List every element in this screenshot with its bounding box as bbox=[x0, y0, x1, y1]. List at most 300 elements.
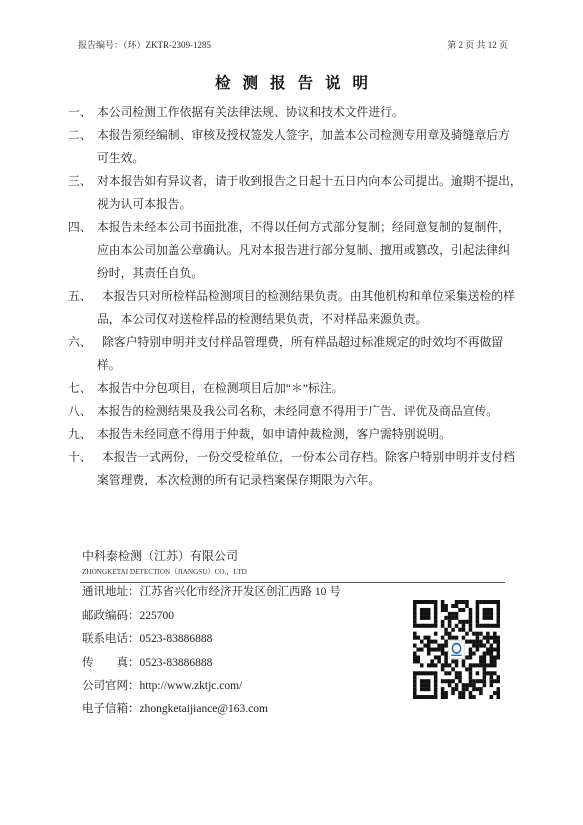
contact-label: 电子信箱： bbox=[82, 703, 140, 716]
qr-module bbox=[434, 687, 438, 691]
qr-module bbox=[469, 695, 473, 699]
qr-module bbox=[427, 679, 431, 683]
qr-module bbox=[413, 691, 417, 695]
qr-module bbox=[472, 695, 476, 699]
note-text-line: 应由本公司加盖公章确认。凡对本报告进行部分复制、擅用或篡改，引起法律纠 bbox=[97, 242, 510, 257]
note-number: 十、 bbox=[68, 449, 92, 464]
qr-module bbox=[434, 675, 438, 679]
qr-module bbox=[455, 687, 459, 691]
qr-module bbox=[497, 624, 500, 628]
report-number-label: 报告编号： bbox=[78, 40, 124, 50]
qr-module bbox=[427, 644, 431, 648]
qr-module bbox=[462, 624, 466, 628]
qr-module bbox=[434, 604, 438, 608]
qr-module bbox=[441, 644, 445, 648]
qr-module bbox=[465, 600, 469, 604]
qr-module bbox=[434, 616, 438, 620]
qr-module bbox=[441, 663, 445, 667]
qr-module bbox=[413, 600, 417, 604]
qr-module bbox=[497, 636, 500, 640]
qr-module bbox=[497, 608, 500, 612]
qr-module bbox=[444, 632, 448, 636]
contact-label: 联系电话： bbox=[82, 633, 140, 646]
qr-module bbox=[413, 659, 417, 663]
qr-module bbox=[479, 691, 483, 695]
note-item-8 bbox=[68, 400, 538, 423]
qr-module bbox=[441, 624, 445, 628]
qr-module bbox=[434, 691, 438, 695]
note-text-line: 案管理费，本次检测的所有记录档案保存期限为六年。 bbox=[97, 472, 381, 487]
qr-module bbox=[413, 671, 417, 675]
note-text-line: 样。 bbox=[97, 357, 121, 372]
qr-module bbox=[469, 648, 473, 652]
qr-module bbox=[448, 632, 452, 636]
qr-module bbox=[423, 636, 427, 640]
qr-module bbox=[441, 600, 445, 604]
note-number: 八、 bbox=[68, 403, 92, 418]
qr-module bbox=[423, 612, 427, 616]
qr-module bbox=[413, 608, 417, 612]
qr-module bbox=[455, 604, 459, 608]
qr-module bbox=[472, 679, 476, 683]
qr-module bbox=[444, 644, 448, 648]
qr-module bbox=[434, 620, 438, 624]
qr-module bbox=[476, 644, 480, 648]
qr-module bbox=[490, 659, 494, 663]
qr-module bbox=[490, 675, 494, 679]
qr-module bbox=[483, 655, 487, 659]
qr-module bbox=[451, 616, 455, 620]
note-number: 七、 bbox=[68, 380, 92, 395]
qr-module bbox=[476, 624, 480, 628]
qr-module bbox=[490, 679, 494, 683]
qr-module bbox=[465, 620, 469, 624]
qr-module bbox=[437, 648, 441, 652]
qr-module bbox=[437, 659, 441, 663]
company-name-en: ZHONGKETAI DETECTION（JIANGSU）CO.，LTD bbox=[82, 568, 247, 576]
qr-module bbox=[483, 663, 487, 667]
contact-value: 0523-83886888 bbox=[139, 633, 213, 646]
qr-module bbox=[479, 640, 483, 644]
qr-module bbox=[420, 600, 424, 604]
qr-module bbox=[423, 616, 427, 620]
note-text-line: 本报告的检测结果及我公司名称，未经同意不得用于广告、评优及商品宣传。 bbox=[97, 403, 499, 418]
qr-module bbox=[413, 651, 417, 655]
qr-module bbox=[416, 655, 420, 659]
qr-module bbox=[420, 695, 424, 699]
contact-label: 传 真： bbox=[82, 656, 140, 669]
note-number: 二、 bbox=[68, 127, 92, 142]
qr-module bbox=[413, 683, 417, 687]
qr-module bbox=[427, 663, 431, 667]
qr-module bbox=[465, 655, 469, 659]
qr-module bbox=[497, 687, 500, 691]
note-item-1 bbox=[68, 101, 538, 124]
notes-list bbox=[68, 101, 538, 492]
qr-module bbox=[469, 691, 473, 695]
qr-module bbox=[434, 624, 438, 628]
qr-module bbox=[434, 671, 438, 675]
qr-module bbox=[479, 644, 483, 648]
qr-module bbox=[469, 675, 473, 679]
qr-module bbox=[476, 600, 480, 604]
qr-module bbox=[441, 604, 445, 608]
report-number-value: （环）ZKTR-2309-1285 bbox=[123, 40, 212, 50]
qr-module bbox=[434, 655, 438, 659]
qr-module bbox=[441, 687, 445, 691]
qr-module bbox=[493, 600, 497, 604]
qr-module bbox=[448, 624, 452, 628]
contact-label: 邮政编码： bbox=[82, 609, 140, 622]
qr-module bbox=[497, 679, 500, 683]
qr-module bbox=[469, 655, 473, 659]
qr-module bbox=[430, 671, 434, 675]
note-text-line: 品，本公司仅对送检样品的检测结果负责，不对样品来源负责。 bbox=[97, 311, 428, 326]
qr-module bbox=[413, 675, 417, 679]
qr-module bbox=[444, 655, 448, 659]
qr-module bbox=[476, 616, 480, 620]
qr-module bbox=[486, 640, 490, 644]
qr-module bbox=[462, 691, 466, 695]
qr-module bbox=[455, 624, 459, 628]
qr-module bbox=[497, 620, 500, 624]
qr-module bbox=[413, 695, 417, 699]
qr-module bbox=[472, 687, 476, 691]
qr-module bbox=[483, 612, 487, 616]
note-item-3 bbox=[68, 170, 538, 216]
qr-module bbox=[427, 671, 431, 675]
page-indicator: 第 2 页 共 12 页 bbox=[447, 40, 508, 50]
qr-module bbox=[413, 624, 417, 628]
note-item-6 bbox=[68, 331, 538, 377]
qr-module bbox=[465, 687, 469, 691]
note-text-line: 本公司检测工作依据有关法律法规、协议和技术文件进行。 bbox=[97, 104, 404, 119]
qr-module bbox=[416, 671, 420, 675]
qr-logo-icon bbox=[449, 641, 464, 658]
qr-module bbox=[469, 612, 473, 616]
qr-module bbox=[497, 604, 500, 608]
qr-module bbox=[455, 659, 459, 663]
qr-module bbox=[493, 640, 497, 644]
qr-module bbox=[486, 663, 490, 667]
qr-module bbox=[448, 620, 452, 624]
qr-module bbox=[427, 651, 431, 655]
qr-module bbox=[483, 624, 487, 628]
qr-module bbox=[427, 648, 431, 652]
qr-module bbox=[476, 604, 480, 608]
qr-module bbox=[413, 636, 417, 640]
note-text-line: 本报告未经本公司书面批准，不得以任何方式部分复制；经同意复制的复制件， bbox=[97, 219, 510, 234]
note-item-4 bbox=[68, 216, 538, 285]
qr-module bbox=[476, 679, 480, 683]
qr-module bbox=[493, 659, 497, 663]
qr-module bbox=[434, 683, 438, 687]
qr-module bbox=[458, 675, 462, 679]
qr-module bbox=[479, 632, 483, 636]
qr-module bbox=[413, 655, 417, 659]
qr-module bbox=[413, 620, 417, 624]
qr-module bbox=[486, 671, 490, 675]
qr-module bbox=[441, 648, 445, 652]
qr-module bbox=[444, 640, 448, 644]
contact-value: 江苏省兴化市经济开发区创汇西路 10 号 bbox=[139, 586, 341, 599]
note-number: 一、 bbox=[68, 104, 92, 119]
qr-module bbox=[416, 624, 420, 628]
qr-module bbox=[434, 648, 438, 652]
page-title: 检测报告说明 bbox=[214, 75, 380, 92]
qr-module bbox=[423, 608, 427, 612]
qr-module bbox=[427, 695, 431, 699]
qr-module bbox=[455, 663, 459, 667]
qr-module bbox=[483, 616, 487, 620]
qr-module bbox=[469, 608, 473, 612]
qr-module bbox=[469, 683, 473, 687]
qr-module bbox=[451, 612, 455, 616]
qr-module bbox=[469, 620, 473, 624]
qr-module bbox=[448, 636, 452, 640]
qr-module bbox=[416, 695, 420, 699]
contact-value: http://www.zktjc.com/ bbox=[139, 679, 243, 692]
qr-module bbox=[427, 683, 431, 687]
qr-module bbox=[465, 632, 469, 636]
qr-module bbox=[483, 636, 487, 640]
qr-module bbox=[441, 651, 445, 655]
qr-module bbox=[413, 632, 417, 636]
qr-module bbox=[444, 691, 448, 695]
qr-module bbox=[448, 679, 452, 683]
note-number: 六、 bbox=[68, 334, 92, 349]
qr-module bbox=[458, 679, 462, 683]
qr-module bbox=[462, 683, 466, 687]
qr-module bbox=[462, 620, 466, 624]
qr-module bbox=[420, 663, 424, 667]
qr-module bbox=[472, 663, 476, 667]
qr-module bbox=[497, 612, 500, 616]
qr-module bbox=[434, 640, 438, 644]
qr-module bbox=[444, 608, 448, 612]
qr-module bbox=[493, 636, 497, 640]
contact-label: 通讯地址： bbox=[82, 586, 140, 599]
qr-module bbox=[483, 659, 487, 663]
qr-module bbox=[434, 632, 438, 636]
qr-module bbox=[441, 691, 445, 695]
qr-module bbox=[493, 648, 497, 652]
qr-module bbox=[472, 632, 476, 636]
qr-module bbox=[437, 644, 441, 648]
qr-module bbox=[497, 691, 500, 695]
qr-module bbox=[427, 636, 431, 640]
qr-module bbox=[497, 648, 500, 652]
qr-module bbox=[476, 640, 480, 644]
qr-module bbox=[486, 636, 490, 640]
qr-module bbox=[493, 663, 497, 667]
qr-module bbox=[451, 679, 455, 683]
qr-module bbox=[493, 679, 497, 683]
qr-module bbox=[430, 648, 434, 652]
qr-module bbox=[423, 600, 427, 604]
qr-module bbox=[490, 624, 494, 628]
qr-module bbox=[469, 663, 473, 667]
qr-module bbox=[434, 612, 438, 616]
qr-module bbox=[423, 683, 427, 687]
note-text-line: 本报告只对所检样品检测项目的检测结果负责。由其他机构和单位采集送检的样 bbox=[102, 288, 515, 303]
qr-module bbox=[455, 675, 459, 679]
qr-module bbox=[497, 640, 500, 644]
qr-module bbox=[430, 600, 434, 604]
qr-module bbox=[490, 612, 494, 616]
qr-module bbox=[430, 659, 434, 663]
qr-module bbox=[486, 632, 490, 636]
qr-module bbox=[490, 644, 494, 648]
qr-module bbox=[493, 671, 497, 675]
qr-module bbox=[476, 620, 480, 624]
qr-module bbox=[483, 600, 487, 604]
qr-module bbox=[483, 651, 487, 655]
qr-module bbox=[479, 687, 483, 691]
qr-module bbox=[479, 655, 483, 659]
qr-module bbox=[448, 663, 452, 667]
qr-module bbox=[465, 640, 469, 644]
note-text-line: 可生效。 bbox=[97, 150, 145, 165]
qr-module bbox=[451, 659, 455, 663]
qr-module bbox=[423, 695, 427, 699]
qr-module bbox=[490, 636, 494, 640]
note-item-2 bbox=[68, 124, 538, 170]
note-text-line: 纷时，其责任自负。 bbox=[97, 265, 204, 280]
qr-module bbox=[493, 632, 497, 636]
qr-module bbox=[444, 651, 448, 655]
qr-module bbox=[451, 636, 455, 640]
qr-module bbox=[444, 628, 448, 632]
qr-module bbox=[427, 624, 431, 628]
note-number: 九、 bbox=[68, 426, 92, 441]
note-number: 五、 bbox=[68, 288, 92, 303]
qr-module bbox=[444, 671, 448, 675]
qr-module bbox=[490, 671, 494, 675]
qr-module bbox=[441, 667, 445, 671]
qr-module bbox=[476, 608, 480, 612]
qr-module bbox=[441, 695, 445, 699]
qr-module bbox=[469, 628, 473, 632]
qr-module bbox=[479, 679, 483, 683]
qr-module bbox=[413, 612, 417, 616]
qr-module bbox=[483, 683, 487, 687]
qr-module bbox=[469, 640, 473, 644]
qr-module bbox=[420, 612, 424, 616]
contact-value: 225700 bbox=[139, 609, 174, 622]
contact-label: 公司官网： bbox=[82, 679, 140, 692]
qr-module bbox=[451, 691, 455, 695]
report-number bbox=[78, 39, 211, 51]
qr-module bbox=[420, 624, 424, 628]
qr-module bbox=[420, 648, 424, 652]
qr-module bbox=[420, 640, 424, 644]
qr-module bbox=[462, 608, 466, 612]
qr-module bbox=[413, 604, 417, 608]
qr-module bbox=[469, 616, 473, 620]
qr-module bbox=[458, 691, 462, 695]
note-item-9 bbox=[68, 423, 538, 446]
qr-module bbox=[416, 648, 420, 652]
qr-module bbox=[472, 640, 476, 644]
qr-module bbox=[448, 671, 452, 675]
qr-module bbox=[490, 616, 494, 620]
qr-module bbox=[430, 663, 434, 667]
qr-module bbox=[427, 616, 431, 620]
note-item-5 bbox=[68, 285, 538, 331]
qr-module bbox=[430, 695, 434, 699]
qr-module bbox=[416, 659, 420, 663]
qr-module bbox=[458, 671, 462, 675]
qr-module bbox=[476, 663, 480, 667]
qr-module bbox=[497, 675, 500, 679]
qr-module bbox=[476, 648, 480, 652]
qr-module bbox=[444, 663, 448, 667]
contact-info bbox=[82, 581, 341, 721]
qr-module bbox=[458, 695, 462, 699]
note-text-line: 本报告中分包项目，在检测项目后加“＊”标注。 bbox=[97, 380, 344, 395]
qr-module bbox=[483, 644, 487, 648]
qr-module bbox=[458, 600, 462, 604]
qr-module bbox=[486, 616, 490, 620]
qr-module bbox=[465, 683, 469, 687]
qr-module bbox=[455, 616, 459, 620]
qr-module bbox=[434, 695, 438, 699]
note-text-line: 本报告未经同意不得用于仲裁，如申请仲裁检测，客户需特别说明。 bbox=[97, 426, 451, 441]
qr-module bbox=[434, 600, 438, 604]
qr-module bbox=[462, 636, 466, 640]
qr-module bbox=[476, 636, 480, 640]
qr-module bbox=[434, 663, 438, 667]
qr-module bbox=[448, 616, 452, 620]
qr-module bbox=[413, 679, 417, 683]
qr-module bbox=[490, 683, 494, 687]
contact-value: 0523-83886888 bbox=[139, 656, 213, 669]
qr-module bbox=[472, 683, 476, 687]
qr-module bbox=[448, 612, 452, 616]
qr-module bbox=[472, 644, 476, 648]
contact-postcode bbox=[82, 605, 341, 628]
qr-module bbox=[451, 667, 455, 671]
qr-module bbox=[469, 651, 473, 655]
qr-module bbox=[469, 671, 473, 675]
contact-phone bbox=[82, 628, 341, 651]
qr-module bbox=[427, 600, 431, 604]
qr-module bbox=[423, 624, 427, 628]
qr-module bbox=[497, 695, 500, 699]
contact-fax bbox=[82, 652, 341, 675]
qr-module bbox=[444, 695, 448, 699]
qr-module bbox=[413, 616, 417, 620]
qr-module bbox=[476, 687, 480, 691]
qr-module bbox=[427, 612, 431, 616]
qr-module bbox=[497, 655, 500, 659]
qr-module bbox=[497, 616, 500, 620]
qr-module bbox=[420, 683, 424, 687]
qr-module bbox=[476, 612, 480, 616]
qr-module bbox=[451, 687, 455, 691]
qr-module bbox=[479, 600, 483, 604]
qr-module bbox=[490, 608, 494, 612]
qr-module bbox=[444, 679, 448, 683]
qr-module bbox=[451, 604, 455, 608]
qr-module bbox=[420, 616, 424, 620]
note-number: 三、 bbox=[68, 173, 92, 188]
qr-module bbox=[493, 691, 497, 695]
qr-module bbox=[479, 663, 483, 667]
contact-value: zhongketaijiance@163.com bbox=[139, 703, 268, 716]
qr-module bbox=[486, 651, 490, 655]
